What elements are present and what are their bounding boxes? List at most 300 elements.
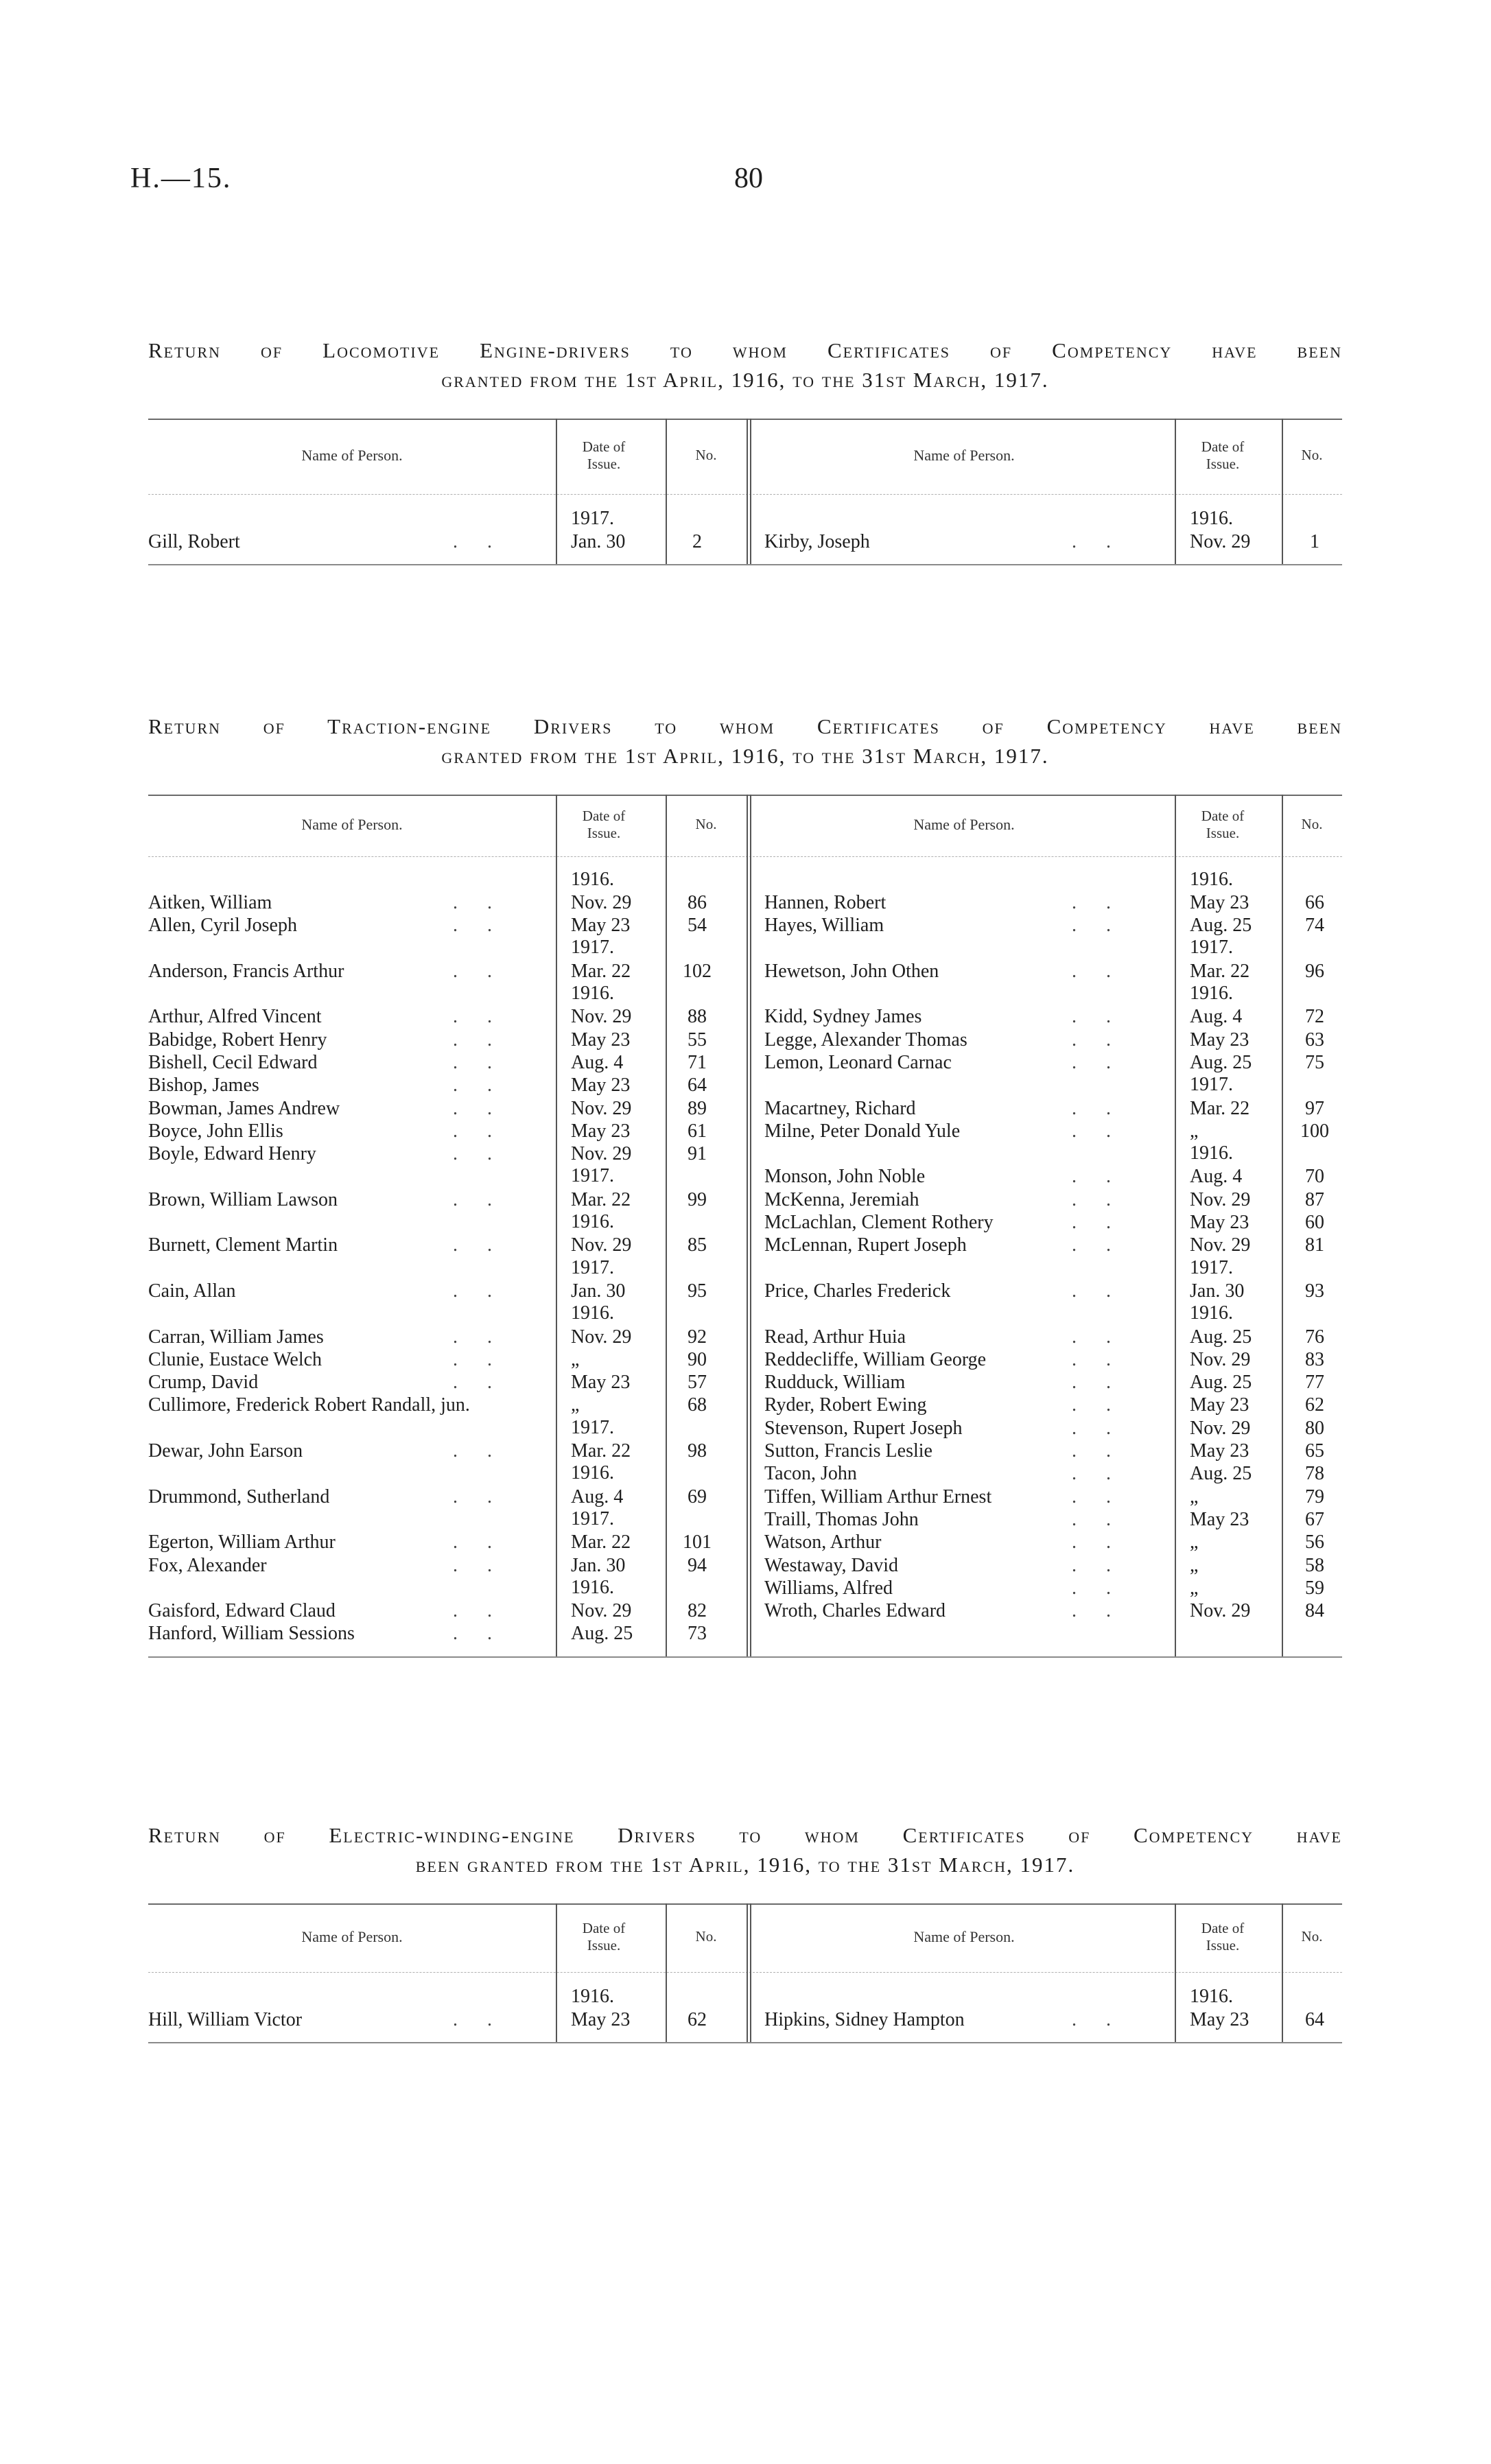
year-label: 1917.	[1190, 1074, 1233, 1096]
leader-dots: . .	[453, 1600, 504, 1622]
section-title-line-1: Return of Locomotive Engine-drivers to whom Certificates of Competency have been	[148, 338, 1342, 362]
certificate-table	[148, 419, 1342, 565]
table-bottom-rule	[148, 564, 1342, 565]
certificate-number: 74	[1305, 915, 1324, 937]
leader-dots: . .	[1072, 1417, 1123, 1439]
table-row	[148, 1280, 1342, 1303]
year-label: 1916.	[1190, 507, 1233, 529]
table-row	[148, 1120, 1342, 1143]
year-label: 1916.	[571, 983, 614, 1004]
section-title-line-2: been granted from the 1st April, 1916, to the 31st March, 1917.	[415, 1852, 1075, 1877]
header-date-left: Date of Issue.	[582, 807, 626, 841]
leader-dots: . .	[1072, 1600, 1123, 1622]
table-row	[148, 1234, 1342, 1257]
certificate-number: 58	[1305, 1554, 1324, 1576]
section-title-line-1: Return of Traction-engine Drivers to whom Certificates of Competency have been	[148, 714, 1342, 738]
leader-dots: . .	[453, 1075, 504, 1096]
issue-date: Nov. 29	[1190, 1234, 1251, 1256]
person-name: Milne, Peter Donald Yule	[764, 1120, 961, 1142]
certificate-number: 84	[1305, 1600, 1324, 1622]
leader-dots: . .	[1072, 2008, 1123, 2030]
certificate-number: 86	[688, 891, 707, 913]
person-name: Kirby, Joseph	[764, 530, 870, 552]
issue-date: Nov. 29	[571, 1143, 632, 1165]
person-name: Fox, Alexander	[148, 1554, 267, 1576]
leader-dots: . .	[453, 891, 504, 913]
header-name-left: Name of Person.	[301, 815, 403, 833]
person-name: Read, Arthur Huia	[764, 1326, 906, 1348]
issue-date: Mar. 22	[571, 1532, 631, 1553]
year-label: 1917.	[571, 937, 614, 959]
table-row	[148, 1417, 1342, 1440]
certificate-number: 99	[688, 1188, 707, 1210]
issue-date: Mar. 22	[1190, 960, 1250, 982]
issue-date: Aug. 25	[571, 1623, 633, 1645]
table-bottom-rule	[148, 1656, 1342, 1658]
issue-date: Jan. 30	[1190, 1280, 1245, 1302]
section-title-line-2: granted from the 1st April, 1916, to the 31st March, 1917.	[441, 367, 1049, 392]
person-name: Drummond, Sutherland	[148, 1486, 330, 1507]
section-title	[148, 338, 1342, 394]
leader-dots: . .	[1072, 915, 1123, 937]
issue-date: May 23	[1190, 1508, 1249, 1530]
leader-dots: . .	[453, 1188, 504, 1210]
table-row	[148, 1074, 1342, 1097]
certificate-number: 98	[688, 1440, 707, 1462]
leader-dots: . .	[453, 1234, 504, 1256]
person-name: Bowman, James Andrew	[148, 1097, 340, 1119]
certificate-number: 64	[1305, 2008, 1324, 2030]
leader-dots: . .	[453, 1532, 504, 1553]
issue-date: May 23	[571, 915, 631, 937]
leader-dots: . .	[1072, 1120, 1123, 1142]
table-row	[148, 1097, 1342, 1120]
leader-dots: . .	[1072, 1029, 1123, 1051]
issue-date: Mar. 22	[1190, 1097, 1250, 1119]
person-name: Lemon, Leonard Carnac	[764, 1051, 952, 1073]
year-label: 1916.	[571, 868, 614, 890]
person-name: McLachlan, Clement Rothery	[764, 1212, 994, 1233]
header-date-right: Date of Issue.	[1201, 807, 1245, 841]
certificate-number: 1	[1310, 530, 1319, 552]
header-no-right: No.	[1301, 446, 1323, 463]
certificate-number: 63	[1305, 1029, 1324, 1051]
certificate-number: 67	[1305, 1508, 1324, 1530]
header-no-right: No.	[1301, 1927, 1323, 1945]
table-row	[148, 1165, 1342, 1188]
leader-dots: . .	[453, 1554, 504, 1576]
header-date-left: Date of Issue.	[582, 438, 626, 472]
person-name: Boyle, Edward Henry	[148, 1143, 316, 1165]
year-label: 1916.	[1190, 1985, 1233, 2007]
header-no-right: No.	[1301, 815, 1323, 832]
header-rule	[148, 856, 1342, 857]
leader-dots: . .	[1072, 1508, 1123, 1530]
person-name: Hayes, William	[764, 915, 884, 937]
year-label: 1916.	[1190, 983, 1233, 1004]
person-name: Clunie, Eustace Welch	[148, 1348, 322, 1370]
certificate-number: 56	[1305, 1532, 1324, 1553]
year-label: 1917.	[571, 1165, 614, 1187]
leader-dots: . .	[1072, 1234, 1123, 1256]
table-row	[148, 891, 1342, 915]
table-row	[148, 1531, 1342, 1554]
certificate-number: 76	[1305, 1326, 1324, 1348]
certificate-number: 90	[688, 1348, 707, 1370]
table-bottom-rule	[148, 2042, 1342, 2043]
person-name: Macartney, Richard	[764, 1097, 916, 1119]
certificate-number: 64	[688, 1075, 707, 1096]
person-name: Arthur, Alfred Vincent	[148, 1006, 322, 1028]
table-top-rule	[148, 795, 1342, 796]
table-row	[148, 960, 1342, 983]
section-title	[148, 1822, 1342, 1879]
person-name: Hill, William Victor	[148, 2008, 303, 2030]
certificate-number: 73	[688, 1623, 707, 1645]
person-name: Babidge, Robert Henry	[148, 1029, 327, 1051]
table-row	[148, 1440, 1342, 1463]
certificate-number: 68	[688, 1394, 707, 1416]
leader-dots: . .	[1072, 1348, 1123, 1370]
year-label: 1917.	[571, 1416, 614, 1438]
header-date-right: Date of Issue.	[1201, 438, 1245, 472]
year-label: 1916.	[571, 1211, 614, 1232]
header-rule	[148, 494, 1342, 495]
issue-date: May 23	[571, 1372, 631, 1394]
certificate-number: 77	[1305, 1372, 1324, 1394]
person-name: Monson, John Noble	[764, 1166, 926, 1188]
issue-date: Nov. 29	[571, 891, 632, 913]
issue-date: Nov. 29	[1190, 1348, 1251, 1370]
traction-engine-drivers-section	[148, 714, 1342, 1656]
person-name: Anderson, Francis Arthur	[148, 960, 344, 982]
certificate-number: 94	[688, 1554, 707, 1576]
person-name: Egerton, William Arthur	[148, 1532, 336, 1553]
certificate-number: 85	[688, 1234, 707, 1256]
leader-dots: . .	[453, 915, 504, 937]
certificate-number: 81	[1305, 1234, 1324, 1256]
year-label: 1916.	[1190, 868, 1233, 890]
header-name-right: Name of Person.	[913, 815, 1015, 833]
issue-date: „	[1190, 1120, 1199, 1142]
leader-dots: . .	[1072, 960, 1123, 982]
leader-dots: . .	[453, 1120, 504, 1142]
header-date-left: Date of Issue.	[582, 1919, 626, 1953]
issue-date: Aug. 25	[1190, 1051, 1252, 1073]
issue-date: Aug. 25	[1190, 1372, 1252, 1394]
certificate-number: 62	[1305, 1394, 1324, 1416]
issue-date: Nov. 29	[571, 1326, 632, 1348]
certificate-number: 93	[1305, 1280, 1324, 1302]
table-row	[148, 1394, 1342, 1417]
year-label: 1916.	[1190, 1142, 1233, 1164]
person-name: Hewetson, John Othen	[764, 960, 939, 982]
certificate-number: 89	[688, 1097, 707, 1119]
year-label: 1917.	[571, 1507, 614, 1529]
person-name: Bishop, James	[148, 1075, 259, 1096]
leader-dots: . .	[453, 530, 504, 552]
person-name: Gill, Robert	[148, 530, 240, 552]
table-row	[148, 1577, 1342, 1600]
issue-date: Nov. 29	[571, 1600, 632, 1622]
person-name: Hipkins, Sidney Hampton	[764, 2008, 965, 2030]
header-no-left: No.	[695, 1927, 717, 1945]
leader-dots: . .	[453, 1372, 504, 1394]
person-name: Hannen, Robert	[764, 891, 887, 913]
year-label: 1916.	[571, 1462, 614, 1484]
person-name: Rudduck, William	[764, 1372, 906, 1394]
issue-date: May 23	[571, 1029, 631, 1051]
certificate-number: 82	[688, 1600, 707, 1622]
person-name: Westaway, David	[764, 1554, 898, 1576]
issue-date: Mar. 22	[571, 960, 631, 982]
issue-date: Nov. 29	[1190, 1188, 1251, 1210]
leader-dots: . .	[453, 1440, 504, 1462]
leader-dots: . .	[453, 1623, 504, 1645]
person-name: Kidd, Sydney James	[764, 1006, 922, 1028]
issue-date: Nov. 29	[571, 1234, 632, 1256]
leader-dots: . .	[453, 1006, 504, 1028]
year-label: 1916.	[571, 1985, 614, 2007]
header-name-right: Name of Person.	[913, 1927, 1015, 1945]
header-rule	[148, 1972, 1342, 1973]
certificate-number: 83	[1305, 1348, 1324, 1370]
issue-date: May 23	[571, 1120, 631, 1142]
year-label: 1917.	[1190, 937, 1233, 959]
leader-dots: . .	[453, 1326, 504, 1348]
electric-winding-drivers-section	[148, 1822, 1342, 2042]
certificate-number: 65	[1305, 1440, 1324, 1462]
leader-dots: . .	[1072, 1372, 1123, 1394]
leader-dots: . .	[1072, 1166, 1123, 1188]
certificate-number: 97	[1305, 1097, 1324, 1119]
certificate-number: 78	[1305, 1463, 1324, 1485]
leader-dots: . .	[1072, 1577, 1123, 1599]
person-name: Boyce, John Ellis	[148, 1120, 283, 1142]
year-label: 1917.	[571, 507, 614, 529]
issue-date: Mar. 22	[571, 1188, 631, 1210]
issue-date: „	[1190, 1554, 1199, 1576]
leader-dots: . .	[1072, 1463, 1123, 1485]
person-name: Brown, William Lawson	[148, 1188, 338, 1210]
certificate-number: 75	[1305, 1051, 1324, 1073]
leader-dots: . .	[453, 1097, 504, 1119]
certificate-table	[148, 1903, 1342, 2043]
person-name: McKenna, Jeremiah	[764, 1188, 919, 1210]
issue-date: Aug. 4	[1190, 1006, 1243, 1028]
leader-dots: . .	[1072, 530, 1123, 552]
table-row	[148, 1462, 1342, 1486]
leader-dots: . .	[1072, 1051, 1123, 1073]
table-row	[148, 1051, 1342, 1075]
issue-date: Nov. 29	[1190, 1600, 1251, 1622]
certificate-number: 2	[692, 530, 702, 552]
certificate-number: 101	[683, 1532, 712, 1553]
year-label: 1917.	[1190, 1256, 1233, 1278]
leader-dots: . .	[453, 2008, 504, 2030]
person-name: McLennan, Rupert Joseph	[764, 1234, 967, 1256]
leader-dots: . .	[1072, 1554, 1123, 1576]
person-name: Allen, Cyril Joseph	[148, 915, 297, 937]
certificate-table	[148, 795, 1342, 1656]
issue-date: „	[571, 1394, 580, 1416]
header-date-right: Date of Issue.	[1201, 1919, 1245, 1953]
person-name: Gaisford, Edward Claud	[148, 1600, 336, 1622]
certificate-number: 72	[1305, 1006, 1324, 1028]
table-row	[148, 1326, 1342, 1349]
issue-date: Nov. 29	[571, 1097, 632, 1119]
person-name: Williams, Alfred	[764, 1577, 893, 1599]
issue-date: „	[1190, 1486, 1199, 1507]
year-label: 1916.	[1190, 1302, 1233, 1324]
leader-dots: . .	[453, 1029, 504, 1051]
leader-dots: . .	[453, 1348, 504, 1370]
certificate-number: 69	[688, 1486, 707, 1507]
person-name: Tacon, John	[764, 1463, 857, 1485]
issue-date: „	[1190, 1577, 1199, 1599]
issue-date: May 23	[1190, 891, 1249, 913]
table-row	[148, 1554, 1342, 1577]
certificate-number: 102	[683, 960, 712, 982]
certificate-number: 61	[688, 1120, 707, 1142]
table-row	[148, 1211, 1342, 1234]
issue-date: Nov. 29	[571, 1006, 632, 1028]
table-row	[148, 2008, 1342, 2032]
leader-dots: . .	[453, 1051, 504, 1073]
certificate-number: 66	[1305, 891, 1324, 913]
issue-date: May 23	[1190, 1029, 1249, 1051]
table-row	[148, 1188, 1342, 1212]
issue-date: Mar. 22	[571, 1440, 631, 1462]
person-name: Reddecliffe, William George	[764, 1348, 987, 1370]
person-name: Aitken, William	[148, 891, 272, 913]
issue-date: Aug. 4	[571, 1486, 624, 1507]
certificate-number: 79	[1305, 1486, 1324, 1507]
leader-dots: . .	[1072, 1097, 1123, 1119]
person-name: Burnett, Clement Martin	[148, 1234, 338, 1256]
issue-date: Aug. 4	[571, 1051, 624, 1073]
issue-date: Aug. 25	[1190, 1463, 1252, 1485]
leader-dots: . .	[1072, 1006, 1123, 1028]
page-reference: H.—15.	[130, 163, 232, 194]
person-name: Tiffen, William Arthur Ernest	[764, 1486, 992, 1507]
person-name: Dewar, John Earson	[148, 1440, 303, 1462]
issue-date: „	[1190, 1532, 1199, 1553]
section-title-line-2: granted from the 1st April, 1916, to the 31st March, 1917.	[441, 743, 1049, 768]
person-name: Hanford, William Sessions	[148, 1623, 355, 1645]
leader-dots: . .	[453, 960, 504, 982]
certificate-number: 92	[688, 1326, 707, 1348]
leader-dots: . .	[1072, 1440, 1123, 1462]
issue-date: Aug. 25	[1190, 915, 1252, 937]
certificate-number: 59	[1305, 1577, 1324, 1599]
page-number: 80	[734, 163, 763, 194]
section-title	[148, 714, 1342, 770]
certificate-number: 70	[1305, 1166, 1324, 1188]
page-header	[130, 162, 775, 203]
header-no-left: No.	[695, 815, 717, 832]
person-name: Bishell, Cecil Edward	[148, 1051, 318, 1073]
leader-dots: . .	[453, 1143, 504, 1165]
table-top-rule	[148, 419, 1342, 420]
certificate-number: 62	[688, 2008, 707, 2030]
header-name-left: Name of Person.	[301, 1927, 403, 1945]
table-row	[148, 530, 1342, 554]
issue-date: Aug. 4	[1190, 1166, 1243, 1188]
table-row	[148, 1348, 1342, 1372]
leader-dots: . .	[1072, 1394, 1123, 1416]
leader-dots: . .	[1072, 1532, 1123, 1553]
person-name: Traill, Thomas John	[764, 1508, 919, 1530]
leader-dots: . .	[453, 1280, 504, 1302]
certificate-number: 54	[688, 915, 707, 937]
certificate-number: 71	[688, 1051, 707, 1073]
certificate-number: 88	[688, 1006, 707, 1028]
issue-date: „	[571, 1348, 580, 1370]
person-name: Cain, Allan	[148, 1280, 236, 1302]
table-top-rule	[148, 1903, 1342, 1905]
header-name-right: Name of Person.	[913, 446, 1015, 464]
person-name: Cullimore, Frederick Robert Randall, jun.	[148, 1394, 470, 1416]
year-label: 1916.	[571, 1302, 614, 1324]
leader-dots: . .	[1072, 1280, 1123, 1302]
certificate-number: 57	[688, 1372, 707, 1394]
leader-dots: . .	[1072, 1486, 1123, 1507]
leader-dots: . .	[1072, 1188, 1123, 1210]
table-row	[148, 1486, 1342, 1509]
table-row	[148, 1029, 1342, 1052]
person-name: Carran, William James	[148, 1326, 324, 1348]
table-row	[148, 1622, 1342, 1645]
header-no-left: No.	[695, 446, 717, 463]
issue-date: May 23	[1190, 1440, 1249, 1462]
issue-date: Jan. 30	[571, 530, 626, 552]
certificate-number: 55	[688, 1029, 707, 1051]
certificate-number: 87	[1305, 1188, 1324, 1210]
certificate-number: 91	[688, 1143, 707, 1165]
table-row	[148, 1508, 1342, 1532]
issue-date: May 23	[1190, 1394, 1249, 1416]
person-name: Stevenson, Rupert Joseph	[764, 1417, 963, 1439]
issue-date: Aug. 25	[1190, 1326, 1252, 1348]
certificate-number: 100	[1300, 1120, 1329, 1142]
table-row	[148, 1371, 1342, 1394]
leader-dots: . .	[1072, 1326, 1123, 1348]
issue-date: Jan. 30	[571, 1280, 626, 1302]
year-label: 1917.	[571, 1256, 614, 1278]
person-name: Price, Charles Frederick	[764, 1280, 951, 1302]
person-name: Wroth, Charles Edward	[764, 1600, 946, 1622]
certificate-number: 60	[1305, 1212, 1324, 1233]
leader-dots: . .	[1072, 1212, 1123, 1233]
issue-date: Nov. 29	[1190, 1417, 1251, 1439]
leader-dots: . .	[1072, 891, 1123, 913]
leader-dots: . .	[453, 1486, 504, 1507]
person-name: Crump, David	[148, 1372, 259, 1394]
certificate-number: 95	[688, 1280, 707, 1302]
person-name: Sutton, Francis Leslie	[764, 1440, 932, 1462]
section-title-line-1: Return of Electric-winding-engine Drivers to whom Certificates of Competency have	[148, 1823, 1342, 1847]
person-name: Legge, Alexander Thomas	[764, 1029, 967, 1051]
table-row	[148, 914, 1342, 937]
issue-date: May 23	[1190, 1212, 1249, 1233]
locomotive-drivers-section	[148, 338, 1342, 564]
certificate-number: 80	[1305, 1417, 1324, 1439]
year-label: 1916.	[571, 1576, 614, 1598]
issue-date: May 23	[1190, 2008, 1249, 2030]
issue-date: May 23	[571, 2008, 631, 2030]
table-row	[148, 1142, 1342, 1166]
